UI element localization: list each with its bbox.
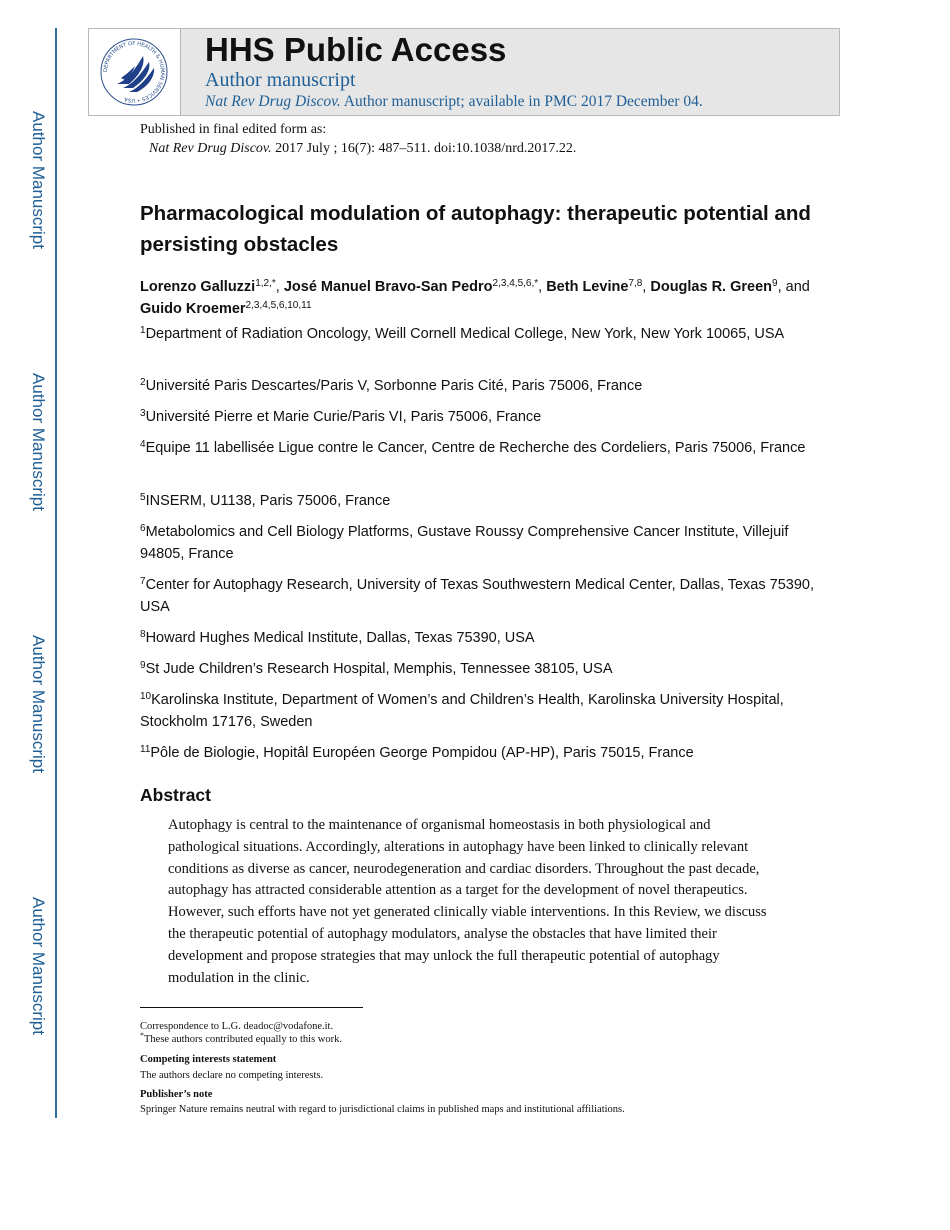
hhs-title: HHS Public Access (205, 31, 507, 68)
affiliation: $^1$Department of Radiation Oncology, Weill Cornell Medical College, New York, New York 10065, USA (140, 325, 785, 342)
author-name: Guido Kroemer (140, 301, 246, 317)
availability-line: Nat Rev Drug Discov. Author manuscript; available in PMC 2017 December 04. (205, 93, 703, 110)
correspondence-note: Correspondence to L.G. deadoc@vodafone.it. (140, 1021, 334, 1032)
affiliation: $^9$St Jude Children’s Research Hospital, Memphis, Tennessee 38105, USA (140, 660, 613, 677)
author-name: Beth Levine (546, 279, 629, 295)
affiliation: $^{10}$Karolinska Institute, Department of Women’s and Children’s Health, Karolinska University Hospital, Stockholm 17176, Sweden (140, 691, 784, 730)
competing-interests-text: The authors declare no competing interests. (140, 1070, 324, 1081)
affiliation: $^3$Université Pierre et Marie Curie/Paris VI, Paris 75006, France (140, 408, 542, 425)
abstract-heading: Abstract (140, 785, 211, 805)
manuscript-type: Author manuscript (205, 69, 356, 91)
hhs-header (88, 28, 840, 116)
citation: Nat Rev Drug Discov. 2017 July ; 16(7): 487–511. doi:10.1038/nrd.2017.22. (149, 141, 577, 156)
footnote-divider (140, 1007, 363, 1008)
author-name: Douglas R. Green (650, 279, 773, 295)
svg-text:DEPARTMENT OF HEALTH & HUMAN S: DEPARTMENT OF HEALTH & HUMAN SERVICES • USA (102, 40, 166, 104)
affiliation: $^4$Equipe 11 labellisée Ligue contre le Cancer, Centre de Recherche des Cordeliers, Paris 75006, France (140, 439, 806, 456)
author-list: Lorenzo Galluzzi$^{1,2,*}$, José Manuel Bravo-San Pedro$^{2,3,4,5,6,*}$, Beth Levine$^{7,8}$, Douglas R. Green$^9$, and Guido Kroemer$^{2,3,4,5,6,10,11}$ (140, 278, 810, 317)
author-name: José Manuel Bravo-San Pedro (283, 279, 493, 295)
affiliation: $^8$Howard Hughes Medical Institute, Dallas, Texas 75390, USA (140, 629, 535, 646)
hhs-eagle-icon (99, 36, 169, 108)
publisher-note-text: Springer Nature remains neutral with regard to jurisdictional claims in published maps and institutional affiliations. (140, 1104, 625, 1115)
margin-rule (55, 28, 57, 1118)
publisher-note-heading: Publisher’s note (140, 1089, 213, 1100)
author-name: Lorenzo Galluzzi (140, 279, 256, 295)
affiliation: $^5$INSERM, U1138, Paris 75006, France (140, 492, 391, 509)
equal-contribution-note: *These authors contributed equally to this work. (140, 1031, 342, 1045)
affiliation: $^6$Metabolomics and Cell Biology Platforms, Gustave Roussy Comprehensive Cancer Institute, Villejuif 94805, France (140, 523, 789, 562)
abstract-text: Autophagy is central to the maintenance of organismal homeostasis in both physiological and pathological situations. Accordingly, alterations in autophagy have been linked to clinically relevant conditions as diverse as cancer, neurodegeneration and cardiac disorders. Throughout the past decade, autophagy has attracted considerable attention as a target for the development of novel therapeutics. However, such efforts have not yet generated clinically viable interventions. In this Review, we discuss the therapeutic potential of autophagy modulators, analyse the obstacles that have limited their development and propose strategies that may unlock the full therapeutic potential of autophagy modulation in the clinic. (168, 817, 767, 986)
affiliation: $^2$Université Paris Descartes/Paris V, Sorbonne Paris Cité, Paris 75006, France (140, 377, 643, 394)
affiliation: $^7$Center for Autophagy Research, University of Texas Southwestern Medical Center, Dallas, Texas 75390, USA (140, 576, 814, 615)
competing-interests-heading: Competing interests statement (140, 1054, 277, 1065)
affiliation: $^{11}$Pôle de Biologie, Hopitâl Européen George Pompidou (AP-HP), Paris 75015, France (140, 744, 694, 761)
journal-name: Nat Rev Drug Discov. (205, 93, 341, 110)
hhs-logo (89, 29, 181, 115)
published-label: Published in final edited form as: (140, 122, 327, 137)
article-title: Pharmacological modulation of autophagy: therapeutic potential and persisting obstacles (140, 202, 811, 256)
